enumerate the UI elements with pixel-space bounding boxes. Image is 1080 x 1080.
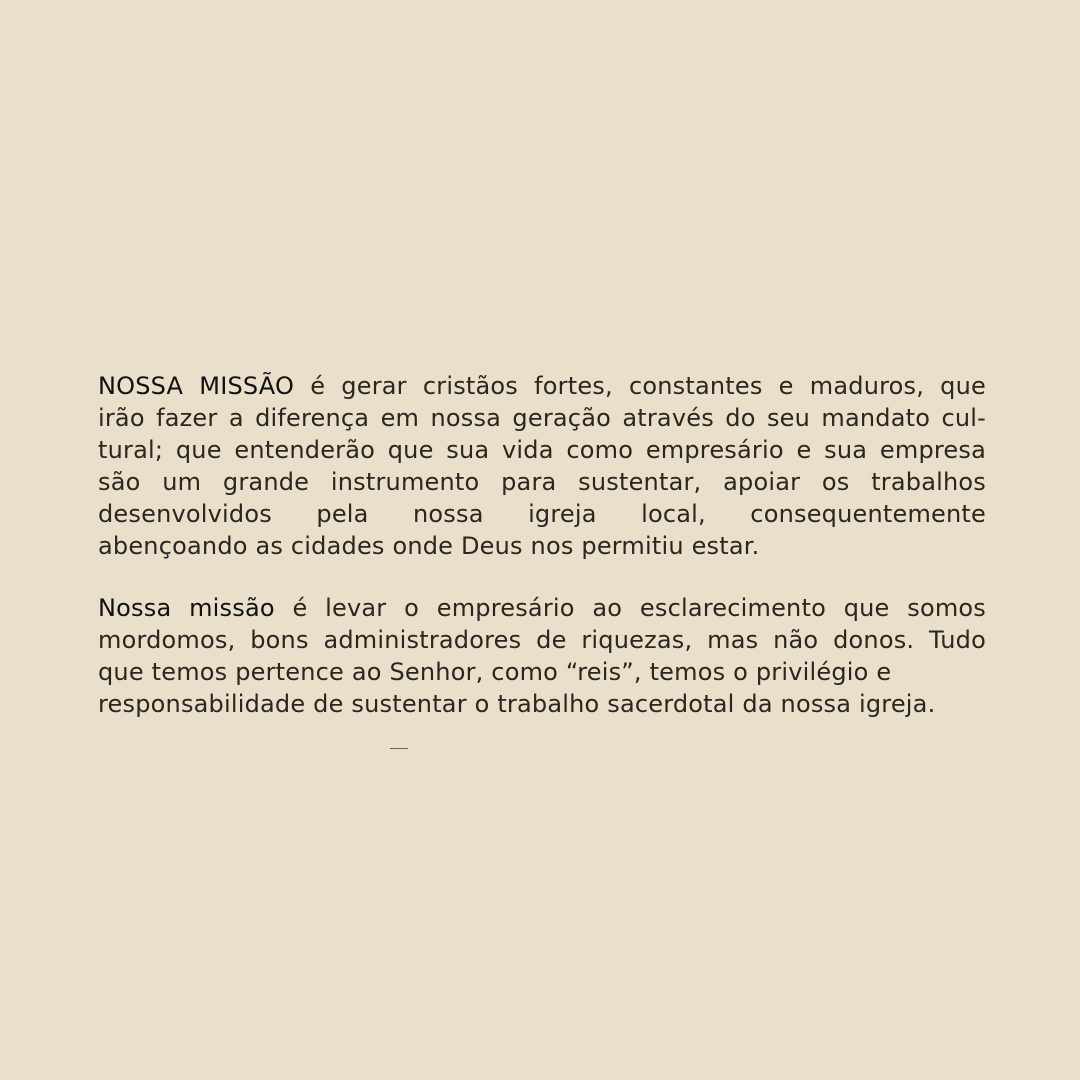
paragraph-2-line-1-text: é levar o empresário ao esclarecimento que somos	[274, 594, 986, 622]
paragraph-1-line-3: tural; que entenderão que sua vida como empresário e sua empresa	[98, 436, 986, 464]
mission-text	[98, 370, 986, 720]
paragraph-1-line-2: irão fazer a diferença em nossa geração através do seu mandato cul-	[98, 404, 986, 432]
paragraph-2-line-3: que temos pertence ao Senhor, como “reis”, temos o privilégio e	[98, 658, 892, 686]
paragraph-1-line-4: são um grande instrumento para sustentar, apoiar os trabalhos	[98, 468, 986, 496]
footer-dash	[390, 748, 408, 749]
mission-paragraph-2	[98, 592, 986, 720]
paragraph-1-lead: NOSSA MISSÃO	[98, 372, 295, 400]
mission-paragraph-1	[98, 370, 986, 562]
paragraph-2-lead: Nossa missão	[98, 594, 275, 622]
paragraph-2-line-4: responsabilidade de sustentar o trabalho sacerdotal da nossa igreja.	[98, 690, 936, 718]
paragraph-1-line-5: desenvolvidos pela nossa igreja local, consequentemente	[98, 500, 986, 528]
paragraph-1-line-6: abençoando as cidades onde Deus nos permitiu estar.	[98, 532, 760, 560]
paragraph-1-line-1	[98, 370, 986, 402]
paragraph-gap	[98, 562, 986, 592]
paragraph-2-line-2: mordomos, bons administradores de riquezas, mas não donos. Tudo	[98, 626, 986, 654]
paragraph-2-line-1	[98, 592, 986, 624]
paragraph-1-line-1-text: é gerar cristãos fortes, constantes e maduros, que	[294, 372, 986, 400]
